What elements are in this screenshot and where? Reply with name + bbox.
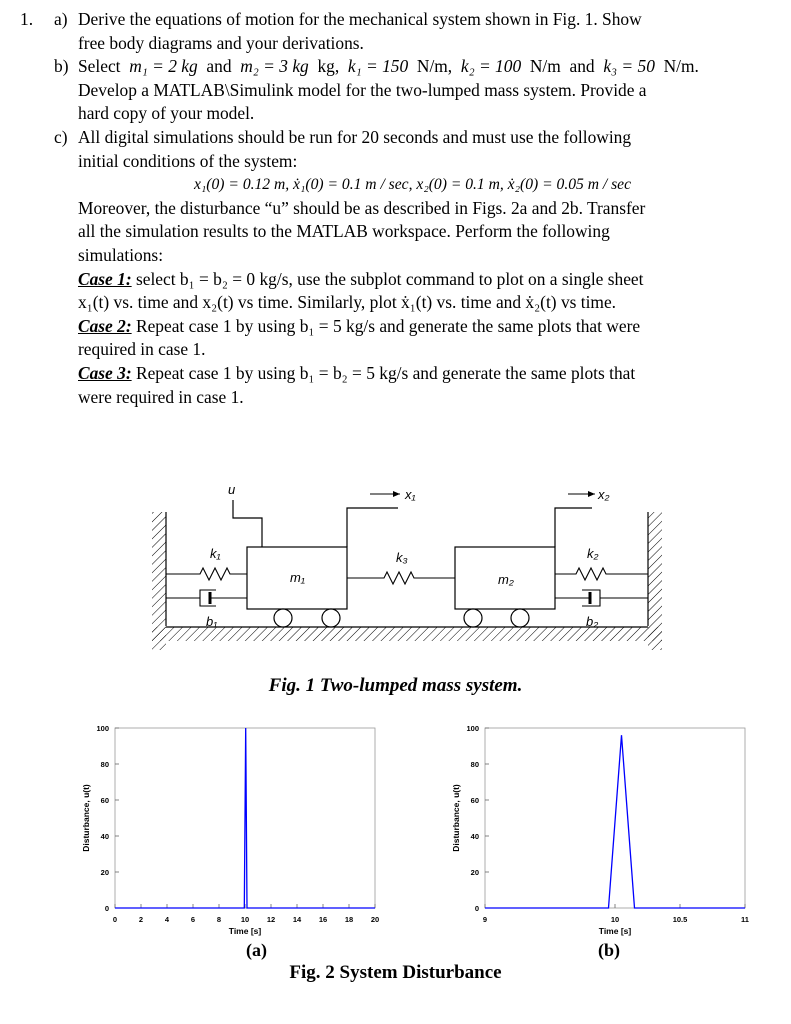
- part-c-label: c): [54, 126, 68, 147]
- y-axis-label: Disturbance, u(t): [451, 784, 461, 852]
- part-b-k1: k₁ = 150: [347, 56, 409, 77]
- y-tick-label: 100: [466, 724, 479, 733]
- case2-label: Case 2:: [78, 315, 132, 336]
- part-b-and1: and: [206, 56, 232, 77]
- case1-text-1: select b₁ = b₂ = 0 kg/s, use the subplot command to plot on a single sheet: [131, 268, 644, 289]
- part-c-text-4: all the simulation results to the MATLAB workspace. Perform the following: [78, 221, 610, 242]
- wheel: [274, 609, 292, 627]
- part-b-select: Select: [78, 56, 121, 77]
- label-k3: k₃: [396, 550, 408, 565]
- x-tick-label: 10: [240, 915, 250, 924]
- damper-b2: [555, 590, 648, 606]
- y-tick-label: 20: [100, 868, 109, 877]
- fig2-sub-b: (b): [598, 940, 620, 960]
- question-block: [20, 8, 765, 409]
- x-tick-label: 20: [370, 915, 380, 924]
- y-tick-label: 0: [474, 904, 479, 913]
- disturbance-series-line: [115, 728, 375, 908]
- part-c-text-2: initial conditions of the system:: [78, 150, 298, 171]
- x-axis-label: Time [s]: [228, 926, 262, 936]
- spring-k2: [555, 568, 648, 580]
- chart-b: [390, 720, 770, 955]
- y-tick-label: 80: [470, 760, 479, 769]
- label-b1: b₁: [206, 614, 218, 629]
- fig1-caption: Fig. 1 Two-lumped mass system.: [268, 675, 523, 696]
- wheel: [511, 609, 529, 627]
- part-b-kg: kg,: [317, 56, 340, 77]
- wheel: [464, 609, 482, 627]
- y-axis-label: Disturbance, u(t): [81, 784, 91, 852]
- label-k2: k₂: [587, 546, 599, 561]
- label-x1: x₁: [405, 487, 416, 502]
- label-k1: k₁: [210, 546, 221, 561]
- case3-text-2: were required in case 1.: [78, 386, 244, 407]
- y-tick-label: 80: [100, 760, 109, 769]
- damper-b1: [166, 590, 247, 606]
- part-b-unit1: N/m,: [416, 56, 453, 77]
- label-x2: x₂: [598, 487, 610, 502]
- wheel: [322, 609, 340, 627]
- question-number: 1.: [20, 9, 34, 29]
- y-tick-label: 40: [100, 832, 109, 841]
- case2-text-1: Repeat case 1 by using b₁ = 5 kg/s and generate the same plots that were: [131, 315, 641, 336]
- x-tick-label: 8: [216, 915, 222, 924]
- part-b-unit2: N/m: [529, 56, 561, 77]
- x-tick-label: 10.5: [672, 915, 688, 924]
- part-b-and2: and: [569, 56, 595, 77]
- y-tick-label: 60: [470, 796, 479, 805]
- part-c-text-3: Moreover, the disturbance “u” should be as described in Figs. 2a and 2b. Transfer: [78, 197, 646, 218]
- chart-a: [20, 720, 400, 955]
- x-tick-label: 11: [741, 915, 749, 924]
- case1-label: Case 1:: [78, 268, 132, 289]
- case1-text-2: x₁(t) vs. time and x₂(t) vs time. Similarly, plot ẋ₁(t) vs. time and ẋ₂(t) vs time.: [78, 292, 617, 313]
- x-tick-label: 2: [138, 915, 144, 924]
- x-tick-label: 10: [610, 915, 620, 924]
- y-tick-label: 40: [470, 832, 479, 841]
- label-b2: b₂: [586, 614, 599, 629]
- x-tick-label: 12: [266, 915, 276, 924]
- part-a: [20, 8, 765, 55]
- initial-conditions: x₁(0) = 0.12 m, ẋ₁(0) = 0.1 m / sec, x₂(0) = 0.1 m, ẋ₂(0) = 0.05 m / sec: [193, 176, 632, 194]
- part-b-m1: m₁ = 2 kg: [129, 56, 198, 77]
- disturbance-series-line: [485, 735, 745, 908]
- part-c-more: [20, 197, 765, 409]
- part-a-text-1: Derive the equations of motion for the mechanical system shown in Fig. 1. Show: [78, 9, 642, 29]
- y-tick-label: 20: [470, 868, 479, 877]
- part-b-k2: k₂ = 100: [460, 56, 522, 77]
- fig1-diagram: [0, 470, 791, 680]
- part-c: [20, 126, 765, 173]
- x-tick-label: 18: [344, 915, 354, 924]
- x-tick-label: 9: [482, 915, 488, 924]
- label-u: u: [228, 482, 236, 497]
- x-tick-label: 4: [164, 915, 170, 924]
- part-b-text-3: hard copy of your model.: [78, 103, 255, 124]
- part-b-label: b): [54, 56, 69, 77]
- spring-k3: [347, 572, 455, 584]
- part-a-label: a): [54, 9, 68, 29]
- part-a-text-2: free body diagrams and your derivations.: [78, 32, 364, 53]
- x-tick-label: 16: [318, 915, 328, 924]
- y-tick-label: 100: [96, 724, 109, 733]
- part-c-text-5: simulations:: [78, 244, 164, 265]
- case3-label: Case 3:: [78, 362, 132, 383]
- label-m2: m₂: [498, 572, 514, 587]
- y-tick-label: 60: [100, 796, 109, 805]
- part-b-text-2: Develop a MATLAB\Simulink model for the two-lumped mass system. Provide a: [78, 79, 647, 100]
- fig2-caption: Fig. 2 System Disturbance: [289, 962, 502, 983]
- x-tick-label: 0: [112, 915, 118, 924]
- spring-k1: [166, 568, 247, 580]
- label-m1: m₁: [290, 570, 305, 585]
- y-tick-label: 0: [104, 904, 109, 913]
- part-b: [20, 55, 765, 126]
- x-axis-label: Time [s]: [598, 926, 632, 936]
- fig2-sub-a: (a): [246, 940, 267, 960]
- part-b-k3: k₃ = 50: [603, 56, 655, 77]
- part-b-m2: m₂ = 3 kg: [240, 56, 309, 77]
- input-u-bracket: [233, 500, 262, 547]
- part-c-text-1: All digital simulations should be run for 20 seconds and must use the following: [78, 126, 632, 147]
- ground: [152, 627, 662, 641]
- part-b-unit3: N/m.: [663, 56, 699, 77]
- x-tick-label: 6: [190, 915, 196, 924]
- case3-text-1: Repeat case 1 by using b₁ = b₂ = 5 kg/s and generate the same plots that: [131, 362, 636, 383]
- case2-text-2: required in case 1.: [78, 339, 206, 360]
- x-tick-label: 14: [292, 915, 302, 924]
